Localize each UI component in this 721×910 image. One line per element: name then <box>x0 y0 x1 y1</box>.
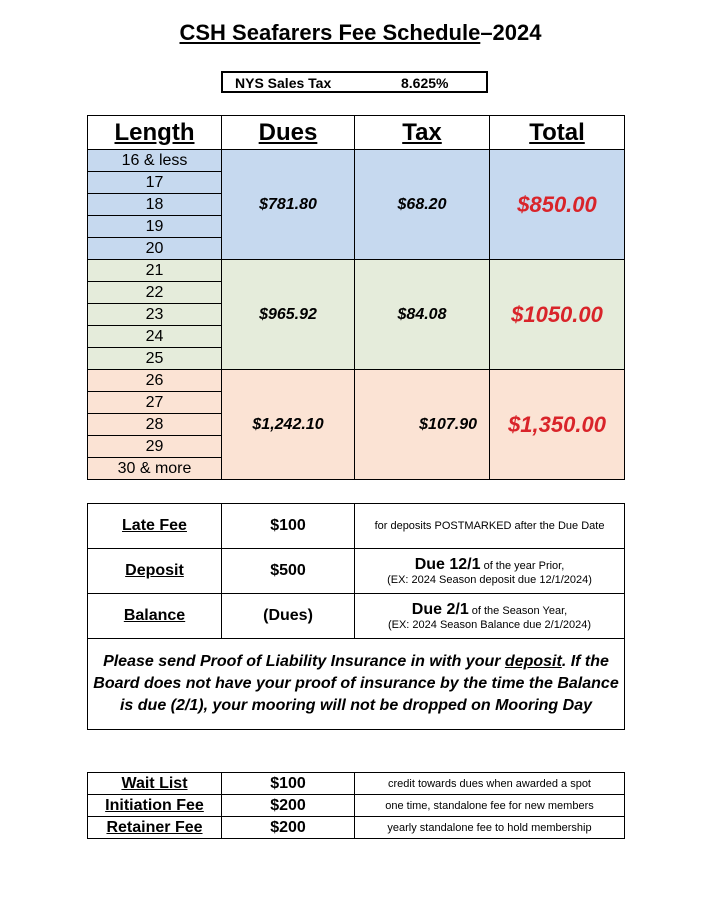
deposit-due-rest: of the year Prior, <box>480 560 565 572</box>
length-cell: 24 <box>88 326 222 348</box>
insurance-note-part2: . If the Board does not have your proof of insurance by the time the Balance is due (2/1), your mooring will not be dropped on Mooring Day <box>93 653 619 714</box>
header-dues: Dues <box>222 116 355 150</box>
table-header-row <box>88 116 625 150</box>
header-length: Length <box>88 116 222 150</box>
initiation-fee-label: Initiation Fee <box>88 795 222 817</box>
sales-tax-label: NYS Sales Tax <box>235 75 332 91</box>
late-fee-amount: $100 <box>222 504 355 549</box>
balance-row <box>88 594 625 639</box>
length-cell: 16 & less <box>88 150 222 172</box>
insurance-note-deposit: deposit <box>504 653 562 670</box>
length-cell: 27 <box>88 392 222 414</box>
tax-cell: $68.20 <box>355 150 490 260</box>
late-fee-desc: for deposits POSTMARKED after the Due Date <box>355 504 625 549</box>
total-cell: $1050.00 <box>490 260 625 370</box>
tax-cell: $84.08 <box>355 260 490 370</box>
length-cell: 17 <box>88 172 222 194</box>
deposit-example: (EX: 2024 Season deposit due 12/1/2024) <box>387 574 592 586</box>
late-fee-label: Late Fee <box>88 504 222 549</box>
table-row <box>88 370 625 392</box>
late-fee-row <box>88 504 625 549</box>
table-row <box>88 773 625 795</box>
table-row <box>88 260 625 282</box>
insurance-note <box>88 639 625 730</box>
tax-cell: $107.90 <box>355 370 490 480</box>
balance-amount: (Dues) <box>222 594 355 639</box>
wait-list-desc: credit towards dues when awarded a spot <box>355 773 625 795</box>
balance-label: Balance <box>88 594 222 639</box>
table-row <box>88 150 625 172</box>
title-main: CSH Seafarers Fee Schedule <box>179 20 481 45</box>
table-row <box>88 817 625 839</box>
balance-desc <box>355 594 625 639</box>
title-year: –2024 <box>480 20 542 45</box>
deposit-desc <box>355 549 625 594</box>
deposit-due-date: Due 12/1 <box>414 556 481 573</box>
table-row <box>88 795 625 817</box>
length-cell: 28 <box>88 414 222 436</box>
initiation-fee-desc: one time, standalone fee for new members <box>355 795 625 817</box>
dues-cell: $965.92 <box>222 260 355 370</box>
membership-fees-table <box>87 772 625 839</box>
length-cell: 20 <box>88 238 222 260</box>
retainer-fee-label: Retainer Fee <box>88 817 222 839</box>
length-cell: 30 & more <box>88 458 222 480</box>
length-cell: 21 <box>88 260 222 282</box>
deposit-amount: $500 <box>222 549 355 594</box>
header-tax: Tax <box>355 116 490 150</box>
header-total: Total <box>490 116 625 150</box>
total-cell: $850.00 <box>490 150 625 260</box>
length-cell: 23 <box>88 304 222 326</box>
total-cell: $1,350.00 <box>490 370 625 480</box>
insurance-note-part1: Please send Proof of Liability Insurance in with your <box>103 653 505 670</box>
retainer-fee-amount: $200 <box>222 817 355 839</box>
length-cell: 18 <box>88 194 222 216</box>
sales-tax-box <box>221 71 488 93</box>
deposit-row <box>88 549 625 594</box>
insurance-note-row <box>88 639 625 730</box>
retainer-fee-desc: yearly standalone fee to hold membership <box>355 817 625 839</box>
length-cell: 26 <box>88 370 222 392</box>
fee-schedule-table <box>87 115 625 480</box>
dues-cell: $781.80 <box>222 150 355 260</box>
wait-list-label: Wait List <box>88 773 222 795</box>
page-title <box>0 20 721 46</box>
balance-example: (EX: 2024 Season Balance due 2/1/2024) <box>387 619 592 631</box>
length-cell: 19 <box>88 216 222 238</box>
sales-tax-value: 8.625% <box>401 75 449 91</box>
length-cell: 22 <box>88 282 222 304</box>
deposit-label: Deposit <box>88 549 222 594</box>
initiation-fee-amount: $200 <box>222 795 355 817</box>
dues-cell: $1,242.10 <box>222 370 355 480</box>
balance-due-date: Due 2/1 <box>411 601 469 618</box>
length-cell: 25 <box>88 348 222 370</box>
fees-table <box>87 503 625 730</box>
length-cell: 29 <box>88 436 222 458</box>
balance-due-rest: of the Season Year, <box>468 605 568 617</box>
wait-list-amount: $100 <box>222 773 355 795</box>
